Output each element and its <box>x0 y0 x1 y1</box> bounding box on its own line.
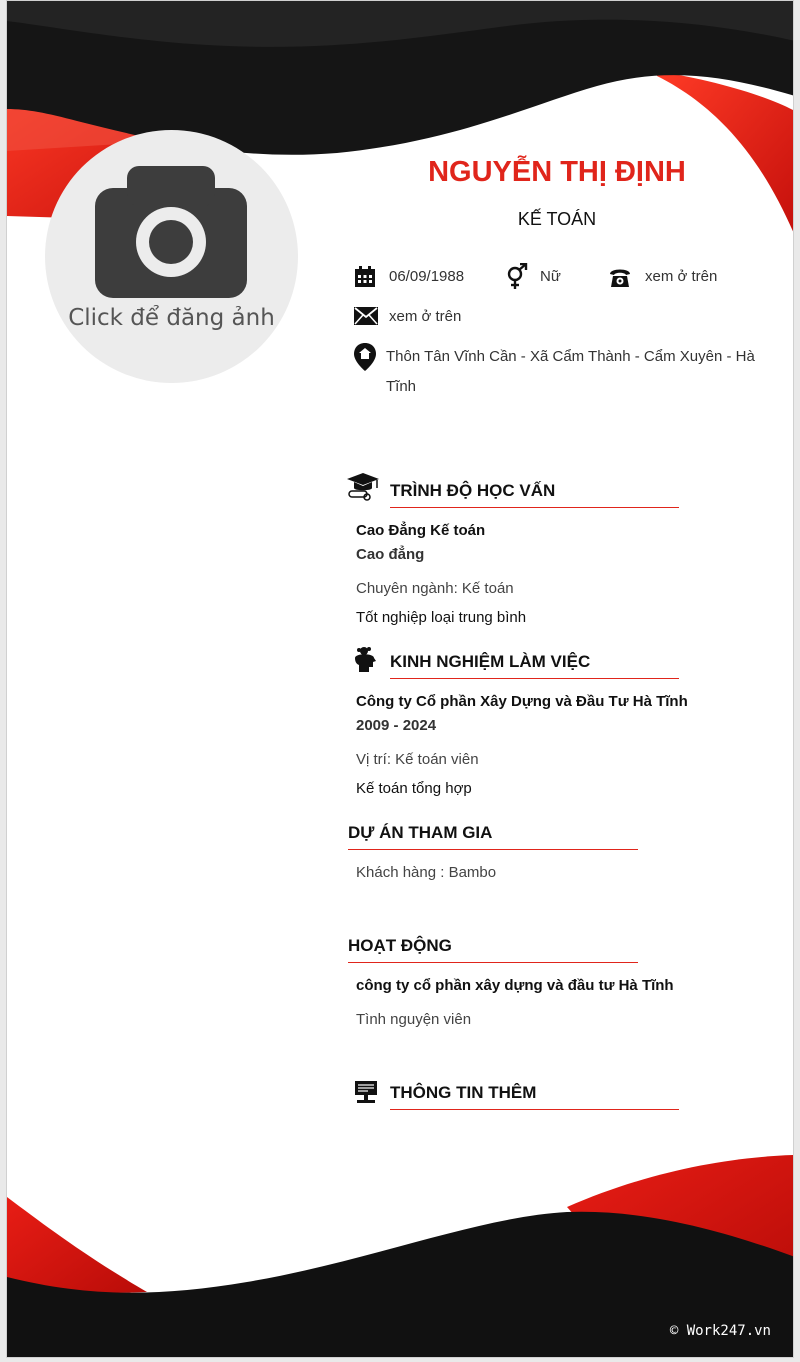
upload-photo-label: Click để đăng ảnh <box>68 305 275 331</box>
gender: Nữ <box>540 268 561 285</box>
education-school: Cao Đẳng Kế toán <box>356 522 486 539</box>
experience-position: Vị trí: Kế toán viên <box>356 751 479 768</box>
copyright-text: © Work247.vn <box>669 1323 771 1339</box>
activity-role: Tình nguyện viên <box>356 1011 472 1028</box>
education-result: Tốt nghiệp loại trung bình <box>356 609 527 626</box>
avatar-upload[interactable] <box>45 130 298 383</box>
email: xem ở trên <box>389 308 462 325</box>
activities-heading: HOẠT ĐỘNG <box>348 936 638 963</box>
address-line-2: Tĩnh <box>386 378 417 395</box>
gender-icon <box>505 263 529 291</box>
cv-page <box>6 0 794 1358</box>
job-title: KẾ TOÁN <box>517 209 597 229</box>
education-major: Chuyên ngành: Kế toán <box>356 580 514 597</box>
phone: xem ở trên <box>645 268 718 285</box>
experience-heading: KINH NGHIỆM LÀM VIỆC <box>390 652 679 679</box>
additional-info-heading: THÔNG TIN THÊM <box>390 1083 679 1110</box>
project-item: Khách hàng : Bambo <box>356 864 497 881</box>
calendar-icon <box>354 266 376 288</box>
address-line-1: Thôn Tân Vĩnh Cần - Xã Cẩm Thành - Cẩm Xuyên - Hà <box>386 348 755 365</box>
projects-heading: DỰ ÁN THAM GIA <box>348 823 638 850</box>
candidate-name: NGUYỄN THỊ ĐỊNH <box>428 156 686 188</box>
graduation-cap-icon <box>347 473 379 501</box>
activity-organization: công ty cổ phần xây dựng và đầu tư Hà Tĩnh <box>356 977 674 994</box>
education-heading: TRÌNH ĐỘ HỌC VẤN <box>390 481 679 508</box>
experience-description: Kế toán tổng hợp <box>356 780 472 797</box>
location-icon <box>354 343 376 371</box>
work-experience-icon <box>354 645 378 673</box>
phone-icon <box>609 266 631 288</box>
additional-info-icon <box>354 1080 378 1104</box>
envelope-icon <box>354 307 378 325</box>
camera-icon <box>95 166 247 298</box>
birthday: 06/09/1988 <box>389 268 465 285</box>
experience-period: 2009 - 2024 <box>356 717 437 734</box>
experience-company: Công ty Cổ phần Xây Dựng và Đầu Tư Hà Tĩnh <box>356 693 688 710</box>
education-level: Cao đẳng <box>356 546 425 563</box>
